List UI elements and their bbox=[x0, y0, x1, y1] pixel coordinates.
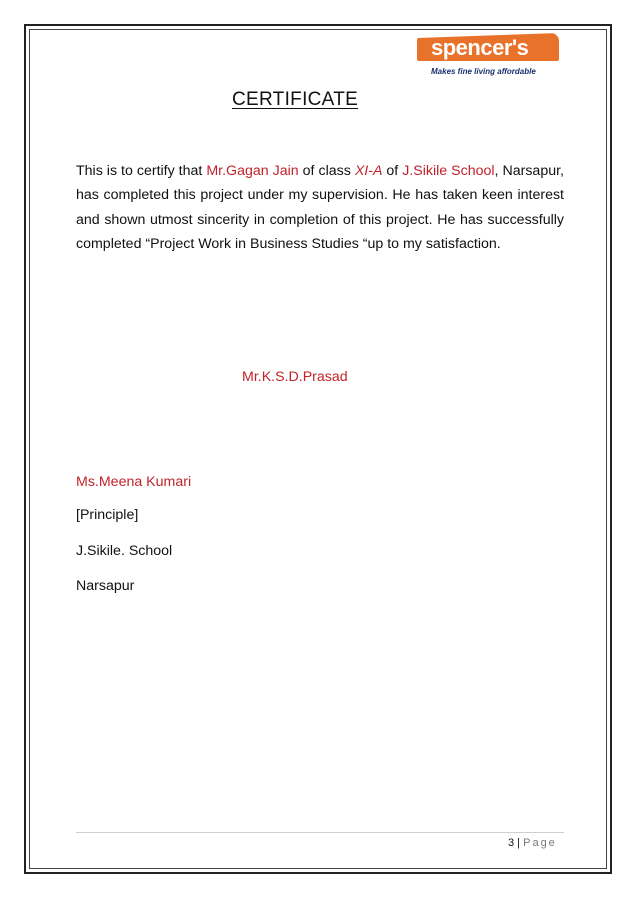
teacher-name: Mr.K.S.D.Prasad bbox=[242, 369, 348, 385]
body-text-2: of class bbox=[298, 163, 355, 179]
page-word: Page bbox=[523, 837, 557, 849]
principal-city: Narsapur bbox=[76, 578, 135, 594]
student-class: XI-A bbox=[354, 163, 383, 179]
footer-separator: | bbox=[514, 837, 524, 849]
footer-rule bbox=[76, 832, 564, 833]
certificate-body bbox=[76, 159, 564, 256]
body-text-4: , Narsapur, has completed this project under my supervision. He has taken keen interest and shown utmost sincerity in completion of this project. He has successfully completed “Project Work in Business Studies “up to my satisfaction. bbox=[76, 163, 564, 252]
logo-tagline-emphasis: affordable bbox=[497, 67, 536, 76]
logo-brand-text: spencer's bbox=[431, 35, 529, 60]
logo-tagline bbox=[431, 67, 536, 76]
certificate-title: CERTIFICATE bbox=[232, 89, 359, 110]
principal-school: J.Sikile. School bbox=[76, 543, 173, 559]
body-text-3: of bbox=[382, 163, 403, 179]
student-name: Mr.Gagan Jain bbox=[206, 163, 299, 179]
logo-tagline-prefix: Makes fine living bbox=[431, 67, 498, 76]
principal-name: Ms.Meena Kumari bbox=[76, 474, 192, 490]
page-number: 3 bbox=[508, 837, 515, 849]
page-border-inner bbox=[29, 29, 607, 869]
school-name: J.Sikile School bbox=[402, 163, 495, 179]
principal-designation: [Principle] bbox=[76, 507, 139, 523]
page-footer bbox=[508, 837, 557, 849]
body-text-1: This is to certify that bbox=[76, 163, 207, 179]
spencers-logo bbox=[417, 33, 559, 83]
